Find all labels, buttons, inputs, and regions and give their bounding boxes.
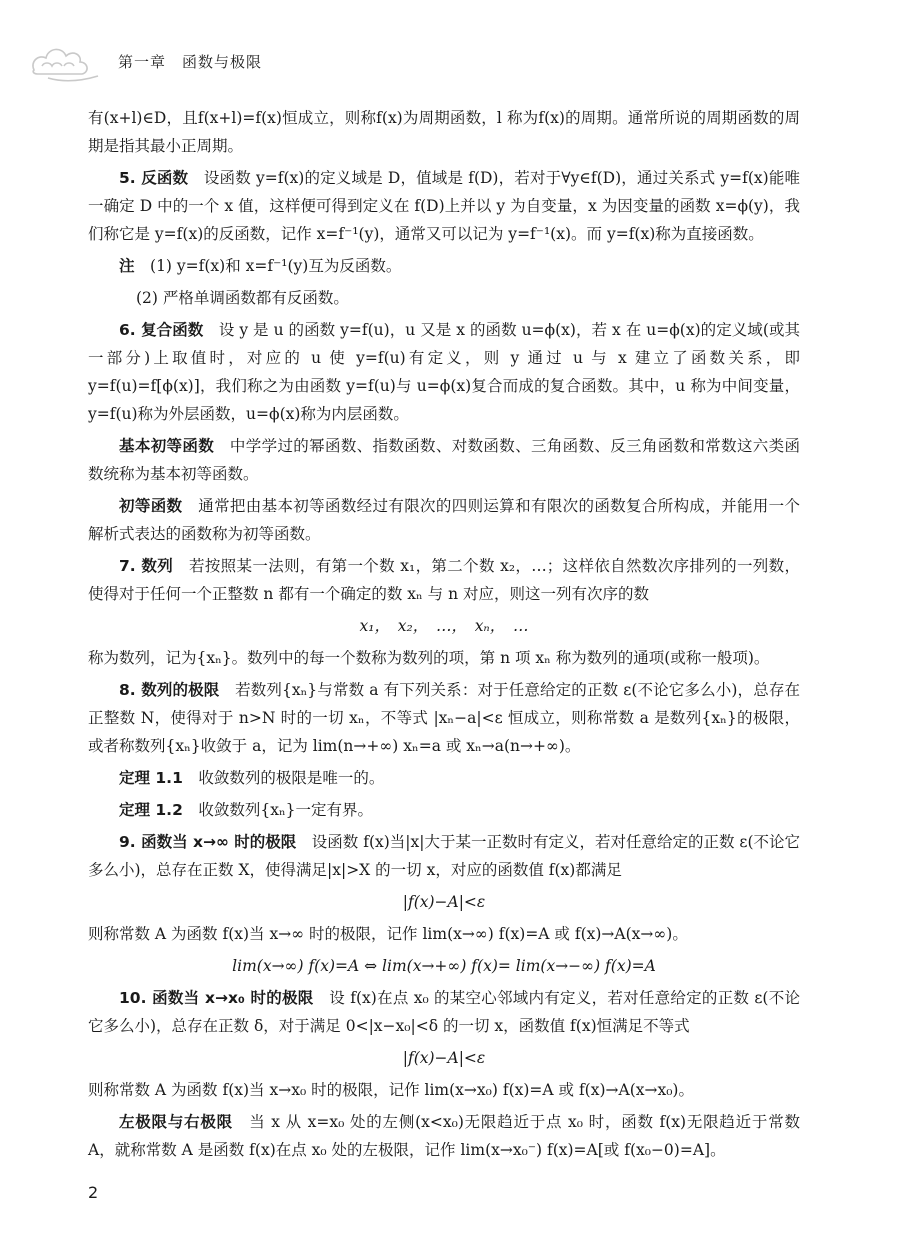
theorem-text: 收敛数列的极限是唯一的。 [182, 769, 385, 787]
paragraph-limit-at-infinity-conclusion: 则称常数 A 为函数 f(x)当 x→∞ 时的极限，记作 lim(x→∞) f(x)=A 或 f(x)→A(x→∞)。 [88, 925, 688, 943]
formula-epsilon-inequality: |f(x)−A|<ε [402, 893, 486, 911]
chapter-title: 第一章 函数与极限 [118, 53, 263, 71]
formula-epsilon-inequality-2: |f(x)−A|<ε [402, 1049, 486, 1067]
note-2: (2) 严格单调函数都有反函数。 [136, 289, 349, 307]
paragraph-sequence-limit [88, 676, 800, 760]
paragraph-elementary-functions [88, 492, 800, 548]
paragraph-sequence-definition: 称为数列，记为{xₙ}。数列中的每一个数称为数列的项，第 n 项 xₙ 称为数列的通项(或称一般项)。 [88, 649, 770, 667]
cloud-ornament-icon [28, 40, 108, 84]
theorem-text: 收敛数列{xₙ}一定有界。 [182, 801, 374, 819]
theorem-1-2 [88, 796, 800, 824]
section-heading-elementary: 初等函数 [119, 497, 183, 515]
paragraph-sequence [88, 552, 800, 608]
section-text: 通常把由基本初等函数经过有限次的四则运算和有限次的函数复合所构成，并能用一个解析式表达的函数称为初等函数。 [88, 497, 800, 543]
section-heading-one-sided-limits: 左极限与右极限 [119, 1113, 233, 1131]
section-heading-limit-at-infinity: 9. 函数当 x→∞ 时的极限 [119, 833, 297, 851]
note-text: (1) y=f(x)和 x=f⁻¹(y)互为反函数。 [134, 257, 402, 275]
note-label: 注 [119, 257, 135, 275]
paragraph-periodic-continued: 有(x+l)∈D，且f(x+l)=f(x)恒成立，则称f(x)为周期函数，l 称为f(x)的周期。通常所说的周期函数的周期是指其最小正周期。 [88, 109, 800, 155]
section-text: 设 y 是 u 的函数 y=f(u)，u 又是 x 的函数 u=ϕ(x)，若 x 在 u=ϕ(x)的定义域(或其一部分)上取值时，对应的 u 使 y=f(u)有定义，则 y 通过 u 与 x 建立了函数关系，即 y=f(u)=f[ϕ(x)]，我们称之为由函数 y=f(u)与 u=ϕ(x)复合而成的复合函数。其中，u 称为中间变量，y=f(u)称为外层函数，u=ϕ(x)称为内层函数。 [88, 321, 800, 423]
paragraph-basic-elementary-functions [88, 432, 800, 488]
paragraph-limit-at-infinity [88, 828, 800, 884]
page-number: 2 [88, 1183, 99, 1202]
page-header [28, 40, 888, 84]
section-text: 若数列{xₙ}与常数 a 有下列关系：对于任意给定的正数 ε(不论它多么小)，总存在正整数 N，使得对于 n>N 时的一切 xₙ，不等式 |xₙ−a|<ε 恒成立，则称常数 a 是数列{xₙ}的极限，或者称数列{xₙ}收敛于 a，记为 lim(n→+∞) xₙ=a 或 xₙ→a(n→+∞)。 [88, 681, 800, 755]
section-heading-limit-at-point: 10. 函数当 x→x₀ 时的极限 [119, 989, 314, 1007]
section-heading-sequence-limit: 8. 数列的极限 [119, 681, 220, 699]
paragraph-composite-function [88, 316, 800, 428]
paragraph-one-sided-limits [88, 1108, 800, 1164]
page-body [88, 104, 800, 1168]
section-text: 设 f(x)在点 x₀ 的某空心邻域内有定义，若对任意给定的正数 ε(不论它多么小)，总存在正数 δ，对于满足 0<|x−x₀|<δ 的一切 x，函数值 f(x)恒满足不等式 [88, 989, 800, 1035]
section-text: 若按照某一法则，有第一个数 x₁，第二个数 x₂，…；这样依自然数次序排列的一列数，使得对于任何一个正整数 n 都有一个确定的数 xₙ 与 n 对应，则这一列有次序的数 [88, 557, 800, 603]
theorem-label: 定理 1.1 [119, 769, 183, 787]
section-heading-basic-elementary: 基本初等函数 [119, 437, 215, 455]
paragraph-inverse-function [88, 164, 800, 248]
note-1 [88, 252, 800, 280]
section-text: 设函数 y=f(x)的定义域是 D，值域是 f(D)，若对于∀y∈f(D)，通过关系式 y=f(x)能唯一确定 D 中的一个 x 值，这样便可得到定义在 f(D)上并以 y 为自变量，x 为因变量的函数 x=ϕ(y)，我们称它是 y=f(x)的反函数，记作 x=f⁻¹(y)，通常又可以记为 y=f⁻¹(x)。而 y=f(x)称为直接函数。 [88, 169, 800, 243]
paragraph-limit-at-point-conclusion: 则称常数 A 为函数 f(x)当 x→x₀ 时的极限，记作 lim(x→x₀) f(x)=A 或 f(x)→A(x→x₀)。 [88, 1081, 694, 1099]
section-text: 当 x 从 x=x₀ 处的左侧(x<x₀)无限趋近于点 x₀ 时，函数 f(x)无限趋近于常数 A，就称常数 A 是函数 f(x)在点 x₀ 处的左极限，记作 lim(x→x₀⁻) f(x)=A[或 f(x₀−0)=A]。 [88, 1113, 800, 1159]
section-heading-composite-function: 6. 复合函数 [119, 321, 204, 339]
section-text: 中学学过的幂函数、指数函数、对数函数、三角函数、反三角函数和常数这六类函数统称为基本初等函数。 [88, 437, 800, 483]
paragraph-limit-at-point [88, 984, 800, 1040]
section-heading-sequence: 7. 数列 [119, 557, 174, 575]
formula-limit-equivalence: lim(x→∞) f(x)=A ⇔ lim(x→+∞) f(x)= lim(x→−∞) f(x)=A [232, 957, 656, 975]
theorem-label: 定理 1.2 [119, 801, 183, 819]
section-text: 设函数 f(x)当|x|大于某一正数时有定义，若对任意给定的正数 ε(不论它多么小)，总存在正数 X，使得满足|x|>X 的一切 x，对应的函数值 f(x)都满足 [88, 833, 800, 879]
section-heading-inverse-function: 5. 反函数 [119, 169, 189, 187]
theorem-1-1 [88, 764, 800, 792]
formula-sequence-terms: x₁， x₂， …， xₙ， … [359, 617, 529, 635]
